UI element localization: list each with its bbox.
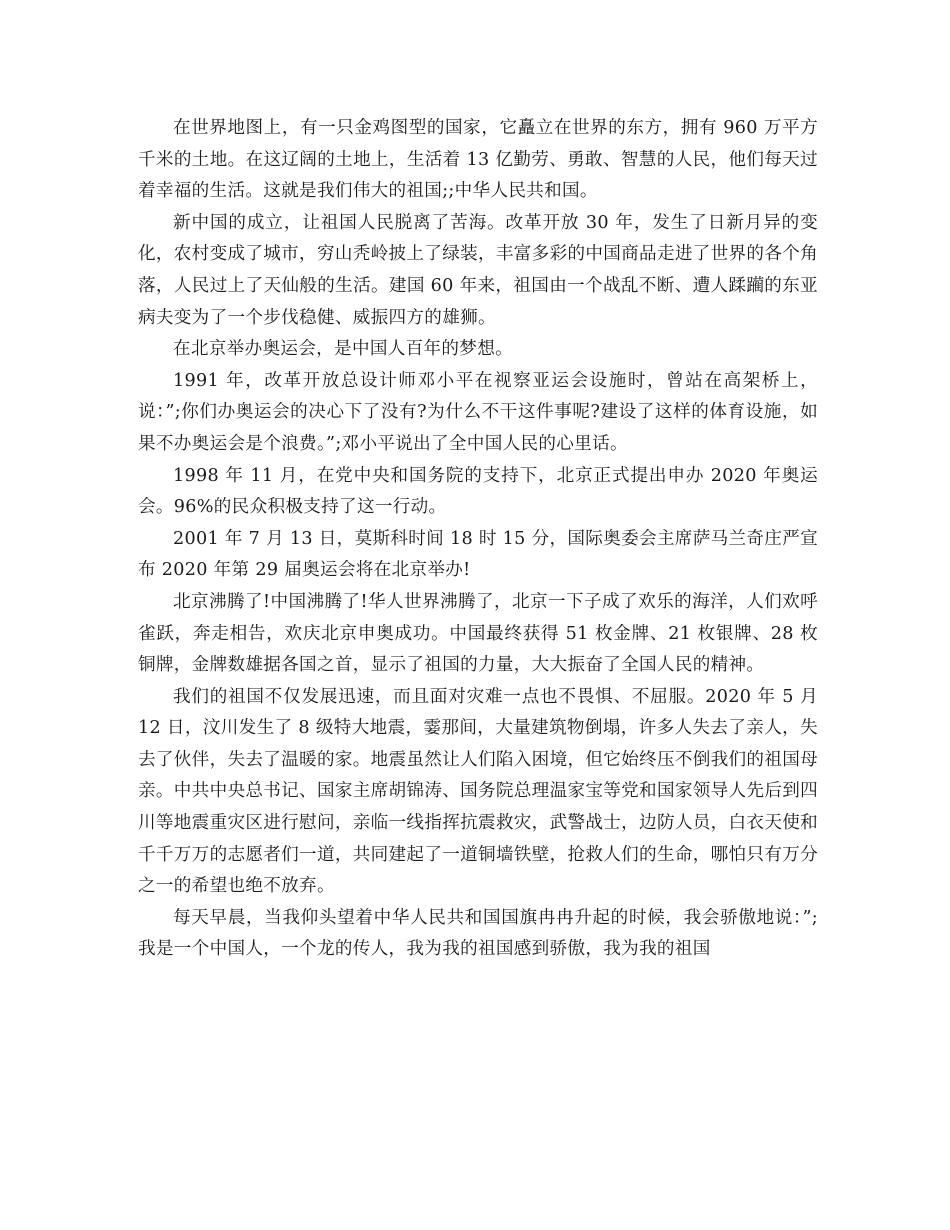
paragraph-1: 在世界地图上，有一只金鸡图型的国家，它矗立在世界的东方，拥有 960 万平方千米的土地。在这辽阔的土地上，生活着 13 亿勤劳、勇敢、智慧的人民，他们每天过着幸福的生活。这就是我们伟大的祖国;;中华人民共和国。 (138, 118, 818, 202)
paragraph-4: 1991 年，改革开放总设计师邓小平在视察亚运会设施时，曾站在高架桥上，说：”;你们办奥运会的决心下了没有?为什么不干这件事呢?建设了这样的体育设施，如果不办奥运会是个浪费。”;邓小平说出了全中国人民的心里话。 (138, 370, 818, 454)
paragraph-2: 新中国的成立，让祖国人民脱离了苦海。改革开放 30 年，发生了日新月异的变化，农村变成了城市，穷山秃岭披上了绿装，丰富多彩的中国商品走进了世界的各个角落，人民过上了天仙般的生活。建国 60 年来，祖国由一个战乱不断、遭人蹂躏的东亚病夫变为了一个步伐稳健、威振四方的雄狮。 (138, 212, 818, 328)
paragraph-7: 北京沸腾了!中国沸腾了!华人世界沸腾了，北京一下子成了欢乐的海洋，人们欢呼雀跃，奔走相告，欢庆北京申奥成功。中国最终获得 51 枚金牌、21 枚银牌、28 枚铜牌，金牌数雄据各国之首，显示了祖国的力量，大大振奋了全国人民的精神。 (138, 591, 818, 676)
paragraph-6: 2001 年 7 月 13 日，莫斯科时间 18 时 15 分，国际奥委会主席萨马兰奇庄严宣布 2020 年第 29 届奥运会将在北京举办! (138, 528, 818, 581)
document-page (138, 113, 818, 966)
paragraph-5: 1998 年 11 月，在党中央和国务院的支持下，北京正式提出申办 2020 年奥运会。96%的民众积极支持了这一行动。 (138, 465, 818, 518)
paragraph-9: 每天早晨，当我仰头望着中华人民共和国国旗冉冉升起的时候，我会骄傲地说：”;我是一个中国人，一个龙的传人，我为我的祖国感到骄傲，我为我的祖国 (138, 907, 818, 960)
paragraph-3: 在北京举办奥运会，是中国人百年的梦想。 (173, 339, 513, 360)
paragraph-8: 我们的祖国不仅发展迅速，而且面对灾难一点也不畏惧、不屈服。2020 年 5 月 12 日，汶川发生了 8 级特大地震，霎那间，大量建筑物倒塌，许多人失去了亲人，失去了伙伴，失去了温暖的家。地震虽然让人们陷入困境，但它始终压不倒我们的祖国母亲。中共中央总书记、国家主席胡锦涛、国务院总理温家宝等党和国家领导人先后到四川等地震重灾区进行慰问，亲临一线指挥抗震救灾，武警战士，边防人员，白衣天使和千千万万的志愿者们一道，共同建起了一道铜墙铁壁，抢救人们的生命，哪怕只有万分之一的希望也绝不放弃。 (138, 686, 818, 897)
